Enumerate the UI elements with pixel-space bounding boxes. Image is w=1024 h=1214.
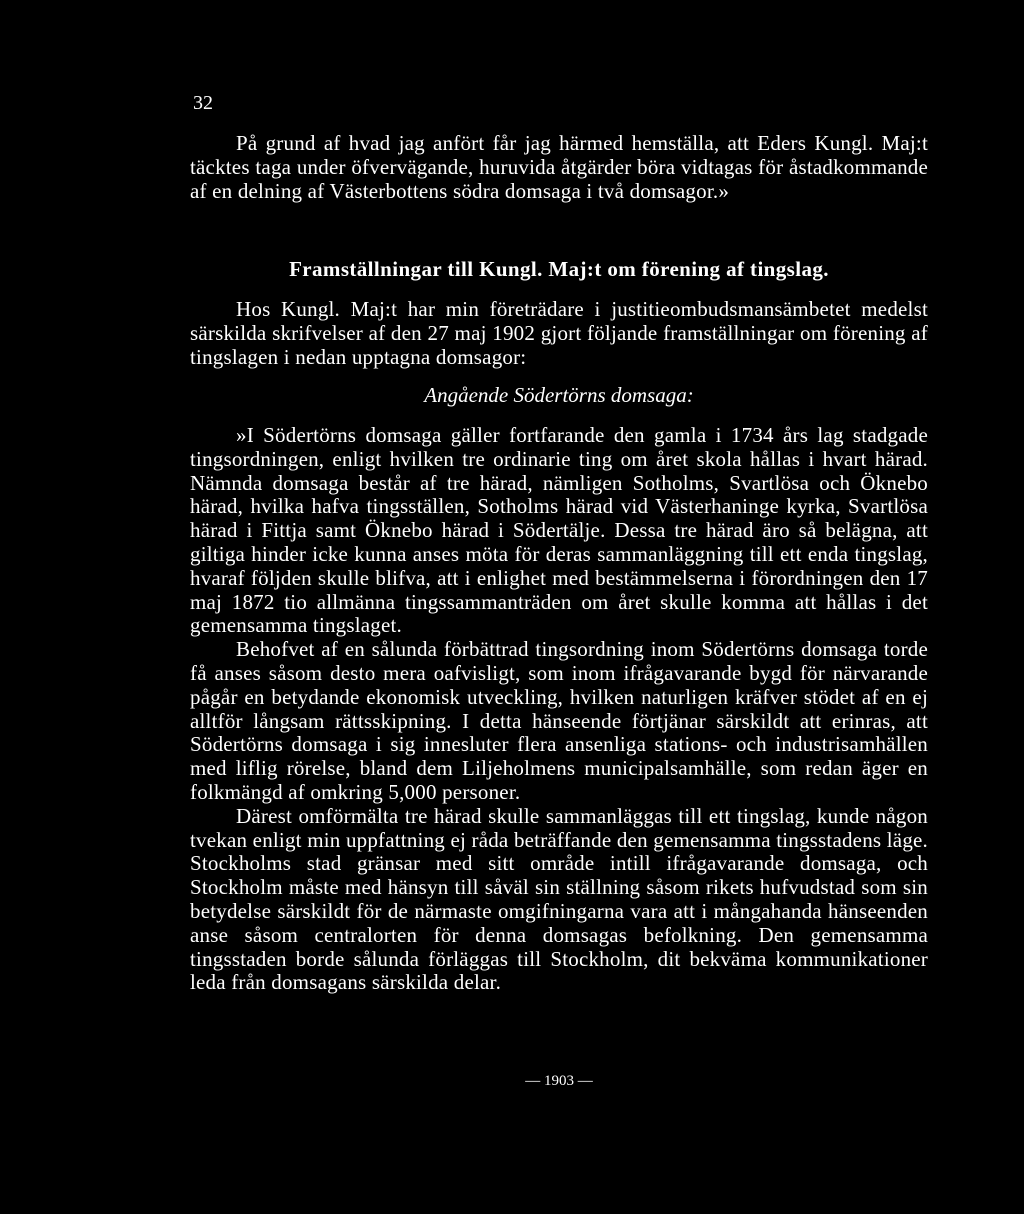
intro-section xyxy=(190,132,928,203)
paragraph-3: »I Södertörns domsaga gäller fortfarande den gamla i 1734 års lag stadgade tingsordningen, enligt hvilken tre ordinarie ting om året skola hållas i hvart härad. Nämnda domsaga består af tre härad, nämligen Sotholms, Svartlösa och Öknebo härad, hvilka hafva tingsställen, Sotholms härad vid Västerhaninge kyrka, Svartlösa härad i Fittja samt Öknebo härad i Södertälje. Dessa tre härad äro så belägna, att giltiga hinder icke kunna anses möta för deras sammanläggning till ett enda tingslag, hvaraf följden skulle blifva, att i enlighet med bestämmelserna i förordningen den 17 maj 1872 tio allmänna tingssammanträden om året skulle komma att hållas i det gemensamma tingslaget. xyxy=(190,423,928,638)
petition-intro-section xyxy=(190,298,928,369)
footer-mark: — 1903 — xyxy=(525,1073,593,1089)
section-heading: Framställningar till Kungl. Maj:t om förening af tingslag. xyxy=(289,257,829,281)
paragraph-2: Hos Kungl. Maj:t har min företrädare i justitieombudsmansämbetet medelst särskilda skrifvelser af den 27 maj 1902 gjort följande framställningar om förening af tingslagen i nedan upptagna domsagor: xyxy=(190,297,928,369)
page-number: 32 xyxy=(193,92,213,114)
body-section xyxy=(190,424,928,995)
paragraph-5: Därest omförmälta tre härad skulle sammanläggas till ett tingslag, kunde någon tvekan enligt min uppfattning ej råda beträffande den gemensamma tingsstadens läge. Stockholms stad gränsar med sitt område intill ifrågavarande domsaga, och Stockholm måste med hänsyn till såväl sin ställning såsom rikets hufvudstad som sin betydelse särskildt för de närmaste omgifningarna vara att i mångahanda hänseenden anse såsom centralorten för denna domsagas befolkning. Den gemensamma tingsstaden borde sålunda förläggas till Stockholm, dit bekväma kommunikationer leda från domsagans särskilda delar. xyxy=(190,803,928,995)
paragraph-4: Behofvet af en sålunda förbättrad tingsordning inom Södertörns domsaga torde få anses såsom desto mera oafvisligt, som inom ifrågavarande bygd för närvarande pågår en betydande ekonomisk utveckling, hvilken naturligen kräfver stödet af en ej alltför långsam rättsskipning. I detta hänseende förtjänar särskildt att erinras, att Södertörns domsaga i sig innesluter flera ansenliga stations- och industrisamhällen med liflig rörelse, bland dem Liljeholmens municipalsamhälle, som redan äger en folkmängd af omkring 5,000 personer. xyxy=(190,637,928,804)
paragraph-1: På grund af hvad jag anfört får jag härmed hemställa, att Eders Kungl. Maj:t täcktes taga under öfvervägande, huruvida åtgärder böra vidtagas för åstadkommande af en delning af Västerbottens södra domsaga i två domsagor.» xyxy=(190,131,928,203)
sub-heading: Angående Södertörns domsaga: xyxy=(424,383,694,407)
